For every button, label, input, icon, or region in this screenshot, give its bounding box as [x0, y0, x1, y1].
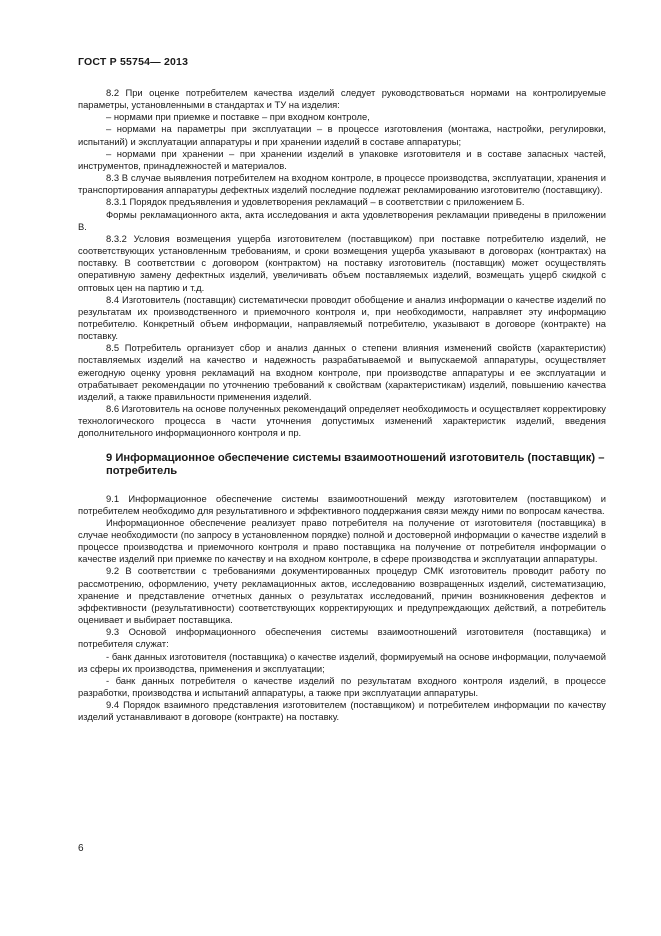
paragraph-8-3-1: 8.3.1 Порядок предъявления и удовлетворения рекламаций – в соответствии с приложением Б.: [106, 196, 525, 208]
paragraph-8-2: 8.2 При оценке потребителем качества изделий следует руководствоваться нормами на контролируемые параметры, установленными в стандартах и ТУ на изделия:: [78, 87, 606, 111]
paragraph-9-2: 9.2 В соответствии с требованиями документированных процедур СМК изготовитель проводит работу по рассмотрению, оформлению, учету рекламационных актов, исследованию возвращенных изделий, систематизацию, хранение и представление отчетных данных о результатах исследований, причин возникновения дефектов и эффективности (результативности) соответствующих корректирующих и предупреждающих действий, а потребитель оценивает и выбирает поставщика.: [78, 565, 606, 626]
paragraph-8-4: 8.4 Изготовитель (поставщик) систематически проводит обобщение и анализ информации о качестве изделий по результатам их производственного и приемочного контроля и, при необходимости, направляет эту информацию потребителю. Конкретный объем информации, направляемый потребителю, указывают в договоре (контракте) на поставку.: [78, 293, 606, 342]
page-number: 6: [78, 843, 84, 854]
list-item-storage-norms: – нормами при хранении – при хранении изделий в упаковке изготовителя и в составе запасных частей, инструментов, принадлежностей и материалов.: [78, 147, 606, 171]
paragraph-9-1: 9.1 Информационное обеспечение системы взаимоотношений между изготовителем (поставщиком) и потребителем необходимо для результативного и эффективного поддержания связи между ними по вопросам качества.: [78, 492, 606, 516]
paragraph-8-6: 8.6 Изготовитель на основе полученных рекомендаций определяет необходимость и осуществляет корректировку технологического процесса в части уточнения допустимых изменений характеристик изделий, введения дополнительного информационного контроля и пр.: [78, 403, 606, 439]
paragraph-8-3-2: 8.3.2 Условия возмещения ущерба изготовителем (поставщиком) при поставке потребителю изделий, не соответствующих установленным требованиям, и сроки возмещения ущерба указывают в договорах (контрактах) на поставку. В соответствии с договором (контрактом) на поставку изготовитель (поставщик) может осуществлять оперативную замену дефектных изделий, увеличивать объем поставляемых изделий, возмещать ущерб скидкой с оптовых цен на партию и т.д.: [78, 232, 606, 293]
paragraph-information-support: Информационное обеспечение реализует право потребителя на получение от изготовителя (поставщика) в случае необходимости (по запросу в установленном порядке) полной и достоверной информации о качестве изделий в процессе производства и приемочного контроля и право поставщика на получение от потребителя информации о качестве изделий при приемке по качеству и на входном контроле, в сфере производства и эксплуатации аппаратуры.: [78, 516, 606, 565]
paragraph-9-4: 9.4 Порядок взаимного представления изготовителем (поставщиком) и потребителем информации по качеству изделий устанавливают в договоре (контракте) на поставку.: [78, 699, 606, 723]
paragraph-8-5: 8.5 Потребитель организует сбор и анализ данных о степени влияния изменений свойств (характеристик) поставляемых изделий на качество и надежность разрабатываемой и выпускаемой аппаратуры, осуществляет ежегодную оценку уровня рекламаций на входном контроле, при производстве аппаратуры и ее эксплуатации и отрабатывает рекомендации по уточнению требований к свойствам (характеристикам) изделий, повышению качества изделий, а также правильности применения изделий.: [78, 342, 606, 402]
paragraph-8-3: 8.3 В случае выявления потребителем на входном контроле, в процессе производства, эксплуатации, хранения и транспортирования аппаратуры дефектных изделий последние подлежат рекламированию изготовителю (поставщику).: [78, 172, 606, 196]
list-item-manufacturer-databank: - банк данных изготовителя (поставщика) о качестве изделий, формируемый на основе информации, получаемой из сферы их производства, применения и эксплуатации;: [78, 650, 606, 674]
document-header: ГОСТ Р 55754— 2013: [78, 56, 189, 68]
list-item-acceptance-norms: – нормами при приемке и поставке – при входном контроле,: [106, 111, 370, 123]
list-item-operation-norms: – нормами на параметры при эксплуатации – в процессе изготовления (монтажа, настройки, регулировки, испытаний) и эксплуатации аппаратуры и при хранении изделий в составе аппаратуры;: [78, 123, 606, 147]
section-9-title: 9 Информационное обеспечение системы взаимоотношений изготовитель (поставщик) – потребитель: [106, 451, 605, 477]
document-body: [78, 87, 606, 724]
paragraph-9-3: 9.3 Основой информационного обеспечения системы взаимоотношений изготовителя (поставщика) и потребителя служат:: [78, 626, 606, 650]
list-item-consumer-databank: - банк данных потребителя о качестве изделий по результатам входного контроля изделий, в процессе разработки, производства и испытаний аппаратуры, а также при эксплуатации аппаратуры.: [78, 674, 606, 699]
paragraph-claim-forms: Формы рекламационного акта, акта исследования и акта удовлетворения рекламации приведены в приложении В.: [78, 208, 606, 232]
